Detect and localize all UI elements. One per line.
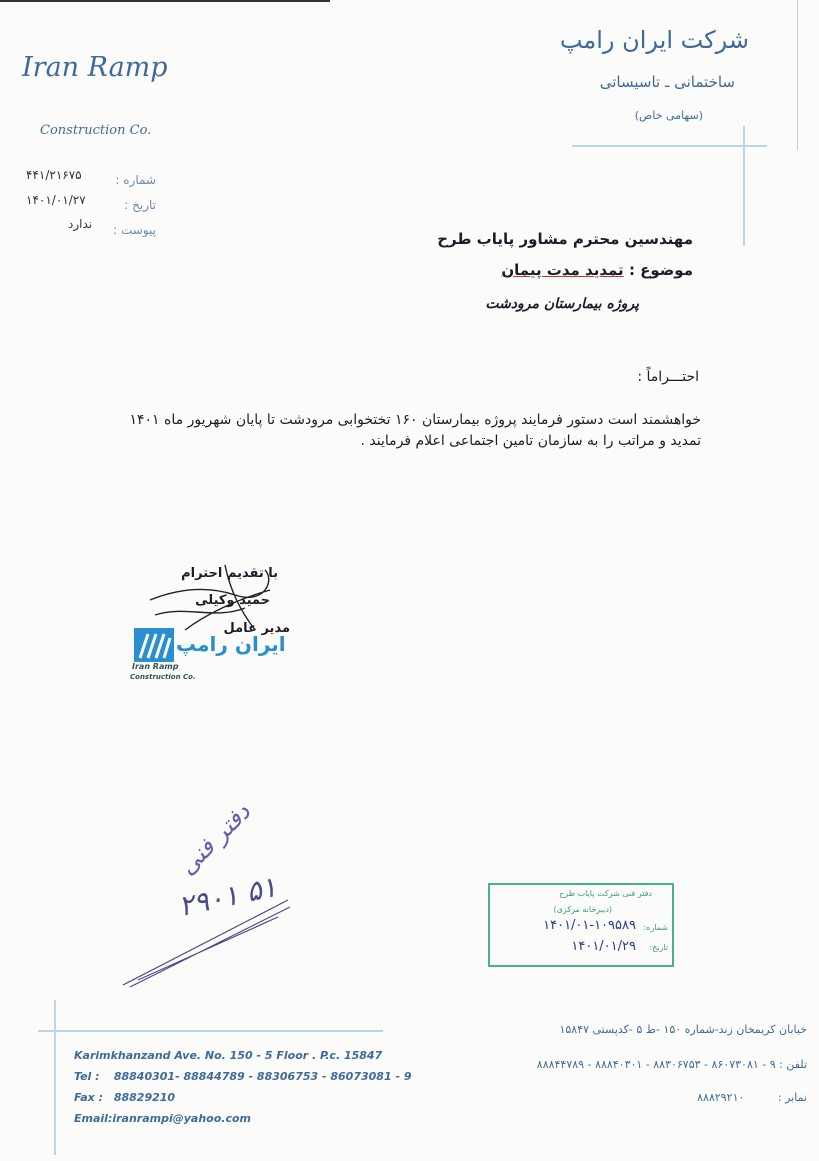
footer-vertical-line [54,1000,56,1155]
footer-fax-en-label: Fax : [74,1091,103,1104]
receipt-stamp-line1: دفتر فنی شرکت پایاب طرح [559,889,652,898]
footer-fax-en-value: 88829210 [113,1091,176,1104]
footer-horizontal-line [38,1030,383,1032]
company-type-fa: (سهامی خاص) [634,109,703,122]
company-logo-en: Iran Ramp [22,52,168,83]
letter-date-label: تاریخ : [124,198,156,212]
footer-email-en: Email:iranrampi@yahoo.com [74,1112,251,1125]
footer-tel-en-label: Tel : [74,1070,100,1083]
stamp-brand-en: Iran Ramp [132,662,179,671]
stamp-brand-en-sub: Construction Co. [130,673,196,681]
letter-attachment-label: پیوست : [113,223,156,237]
footer-tel-fa-label: تلفن : [779,1058,807,1071]
letter-recipient: مهندسین محترم مشاور پایاب طرح [437,230,693,248]
receipt-stamp [488,883,674,967]
letter-body: خواهشمند است دستور فرمایند پروژه بیمارستان ۱۶۰ تختخوابی مرودشت تا پایان شهریور ماه ۱۴۰۱ تمدید و مراتب را به سازمان تامین اجتماعی اعلام فرمایند . [129,412,701,449]
footer-fax-fa [697,1091,807,1104]
receipt-stamp-line2: (دبیرخانه مرکزی) [553,905,612,914]
letter-closing: با تقدیم احترام [181,566,278,581]
letter-number-label: شماره : [115,173,156,187]
receipt-stamp-date-value: ۱۴۰۱/۰۱/۲۹ [571,939,636,954]
letter-subject [501,261,693,279]
letter-date-value: ۱۴۰۱/۰۱/۲۷ [26,193,86,207]
letter-meta [26,168,166,240]
company-logo-en-subtitle: Construction Co. [40,123,152,138]
receipt-stamp-date-label: تاریخ: [649,943,668,952]
footer-fax-fa-label: نمابر : [777,1091,807,1104]
stamp-brand-fa: ایران رامپ [176,632,286,656]
letter-number-value: ۴۴۱/۲۱۶۷۵ [26,168,82,182]
footer-en [74,1045,412,1129]
top-border-line [0,0,330,2]
footer-address-fa: خیابان کریمخان زند-شماره ۱۵۰ -ط ۵ -کدپستی ۱۵۸۴۷ [559,1023,807,1036]
header-horizontal-line [572,145,767,147]
project-name: پروژه بیمارستان مرودشت [485,296,639,312]
right-vertical-line [797,0,798,150]
footer-address-en: Karimkhanzand Ave. No. 150 - 5 Floor . P.c. 15847 [74,1049,383,1062]
company-activity-fa: ساختمانی ـ تاسیساتی [599,73,735,91]
subject-label: موضوع : [628,261,693,279]
footer-fax-fa-value: ۸۸۸۲۹۲۱۰ [697,1091,745,1104]
header-vertical-line [743,126,745,246]
signer-name: حمید وکیلی [195,593,270,608]
receipt-stamp-number-value: ۱۴۰۱/۰۱-۱۰۹۵۸۹ [543,918,636,933]
stamp-logo-icon [134,628,174,662]
footer-tel-en-value: 88840301- 88844789 - 88306753 - 86073081 - 9 [113,1070,412,1083]
letter-attachment-value: ندارد [68,217,93,231]
subject-value: تمدید مدت پیمان [501,261,624,279]
signer-title: مدیر عامل [223,621,290,636]
footer-tel-en [74,1066,412,1087]
letter-salutation: احتـــراماً : [637,369,699,385]
company-stamp [128,628,308,686]
handwritten-note: دفتر فنی [173,797,256,881]
handwritten-strike [118,895,298,995]
footer-tel-fa [537,1058,807,1071]
receipt-stamp-number-label: شماره: [643,923,668,932]
footer-fax-en [74,1087,412,1108]
handwritten-number: ۲۹۰۱ ۵۱ [175,870,280,923]
footer-tel-fa-value: ۹ - ۸۶۰۷۳۰۸۱ - ۸۸۳۰۶۷۵۳ - ۸۸۸۴۰۳۰۱ - ۸۸۸۴۴۷۸۹ [536,1058,776,1071]
company-name-fa: شرکت ایران رامپ [559,26,749,54]
